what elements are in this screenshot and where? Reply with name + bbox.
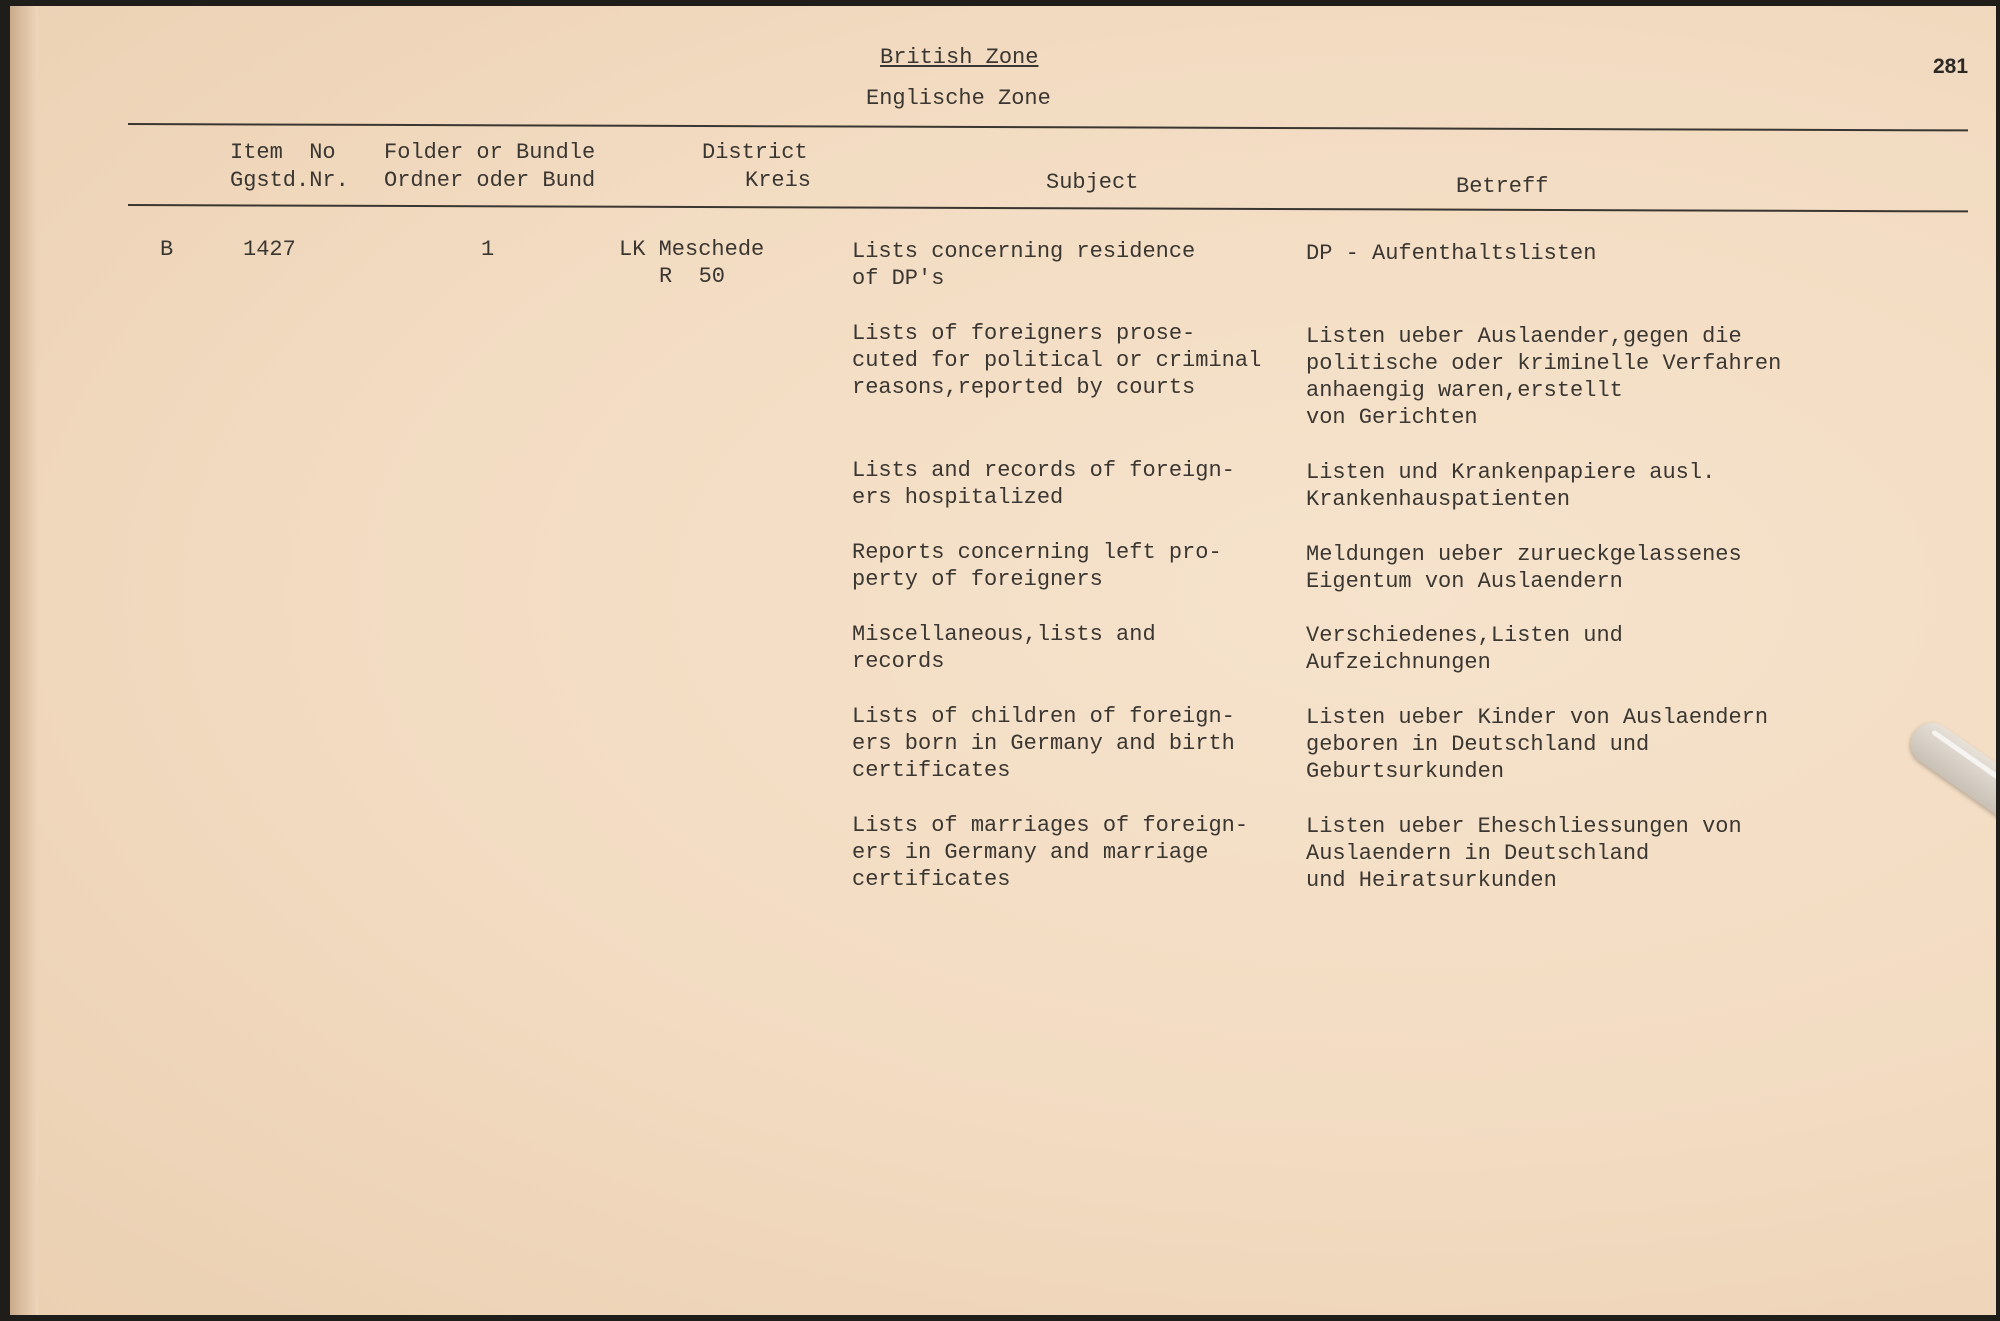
page-number: 281 [1933, 55, 1969, 78]
betreff-entry: Listen ueber Kinder von Auslaendern geboren in Deutschland und Geburtsurkunden [1306, 705, 1769, 784]
subject-entry: Miscellaneous,lists and records [852, 622, 1156, 674]
col-header-betreff: Betreff [1456, 174, 1549, 199]
page-title: British Zone [880, 45, 1039, 70]
col-header-item-no-de: Ggstd.Nr. [230, 168, 349, 193]
tweezers-tool [1903, 715, 1996, 830]
subject-entry: Lists of marriages of foreign- ers in Germany and marriage certificates [852, 813, 1249, 892]
district-name: LK Meschede [619, 237, 765, 262]
header-top-rule [128, 123, 1968, 131]
district-code: R 50 [659, 264, 726, 289]
subject-entry: Lists and records of foreign- ers hospitalized [852, 458, 1235, 510]
col-header-folder: Folder or Bundle [384, 140, 596, 165]
section-letter: B [160, 237, 174, 262]
col-header-folder-de: Ordner oder Bund [384, 168, 596, 193]
item-number: 1427 [243, 237, 296, 262]
subject-entry: Lists of foreigners prose- cuted for political or criminal reasons,reported by courts [852, 321, 1262, 400]
betreff-entry: Verschiedenes,Listen und Aufzeichnungen [1306, 623, 1623, 675]
page-subtitle: Englische Zone [866, 86, 1051, 111]
subject-entry: Lists of children of foreign- ers born in Germany and birth certificates [852, 704, 1235, 783]
col-header-item-no: Item No [230, 140, 336, 165]
book-spine [10, 6, 38, 1315]
betreff-entry: Meldungen ueber zurueckgelassenes Eigentum von Auslaendern [1306, 542, 1742, 594]
col-header-subject: Subject [1046, 170, 1139, 195]
document-page [10, 6, 1996, 1315]
betreff-entry: Listen ueber Eheschliessungen von Auslaendern in Deutschland und Heiratsurkunden [1306, 814, 1742, 893]
betreff-entry: Listen und Krankenpapiere ausl. Krankenhauspatienten [1306, 460, 1716, 512]
col-header-district-de: Kreis [745, 168, 812, 193]
subject-entry: Lists concerning residence of DP's [852, 239, 1196, 291]
betreff-entry: Listen ueber Auslaender,gegen die politische oder kriminelle Verfahren anhaengig waren,erstellt von Gerichten [1306, 324, 1782, 430]
subject-entry: Reports concerning left pro- perty of foreigners [852, 540, 1222, 592]
col-header-district: District [702, 140, 808, 165]
betreff-entry: DP - Aufenthaltslisten [1306, 241, 1597, 266]
header-bottom-rule [128, 204, 1968, 212]
folder-number: 1 [481, 237, 495, 262]
